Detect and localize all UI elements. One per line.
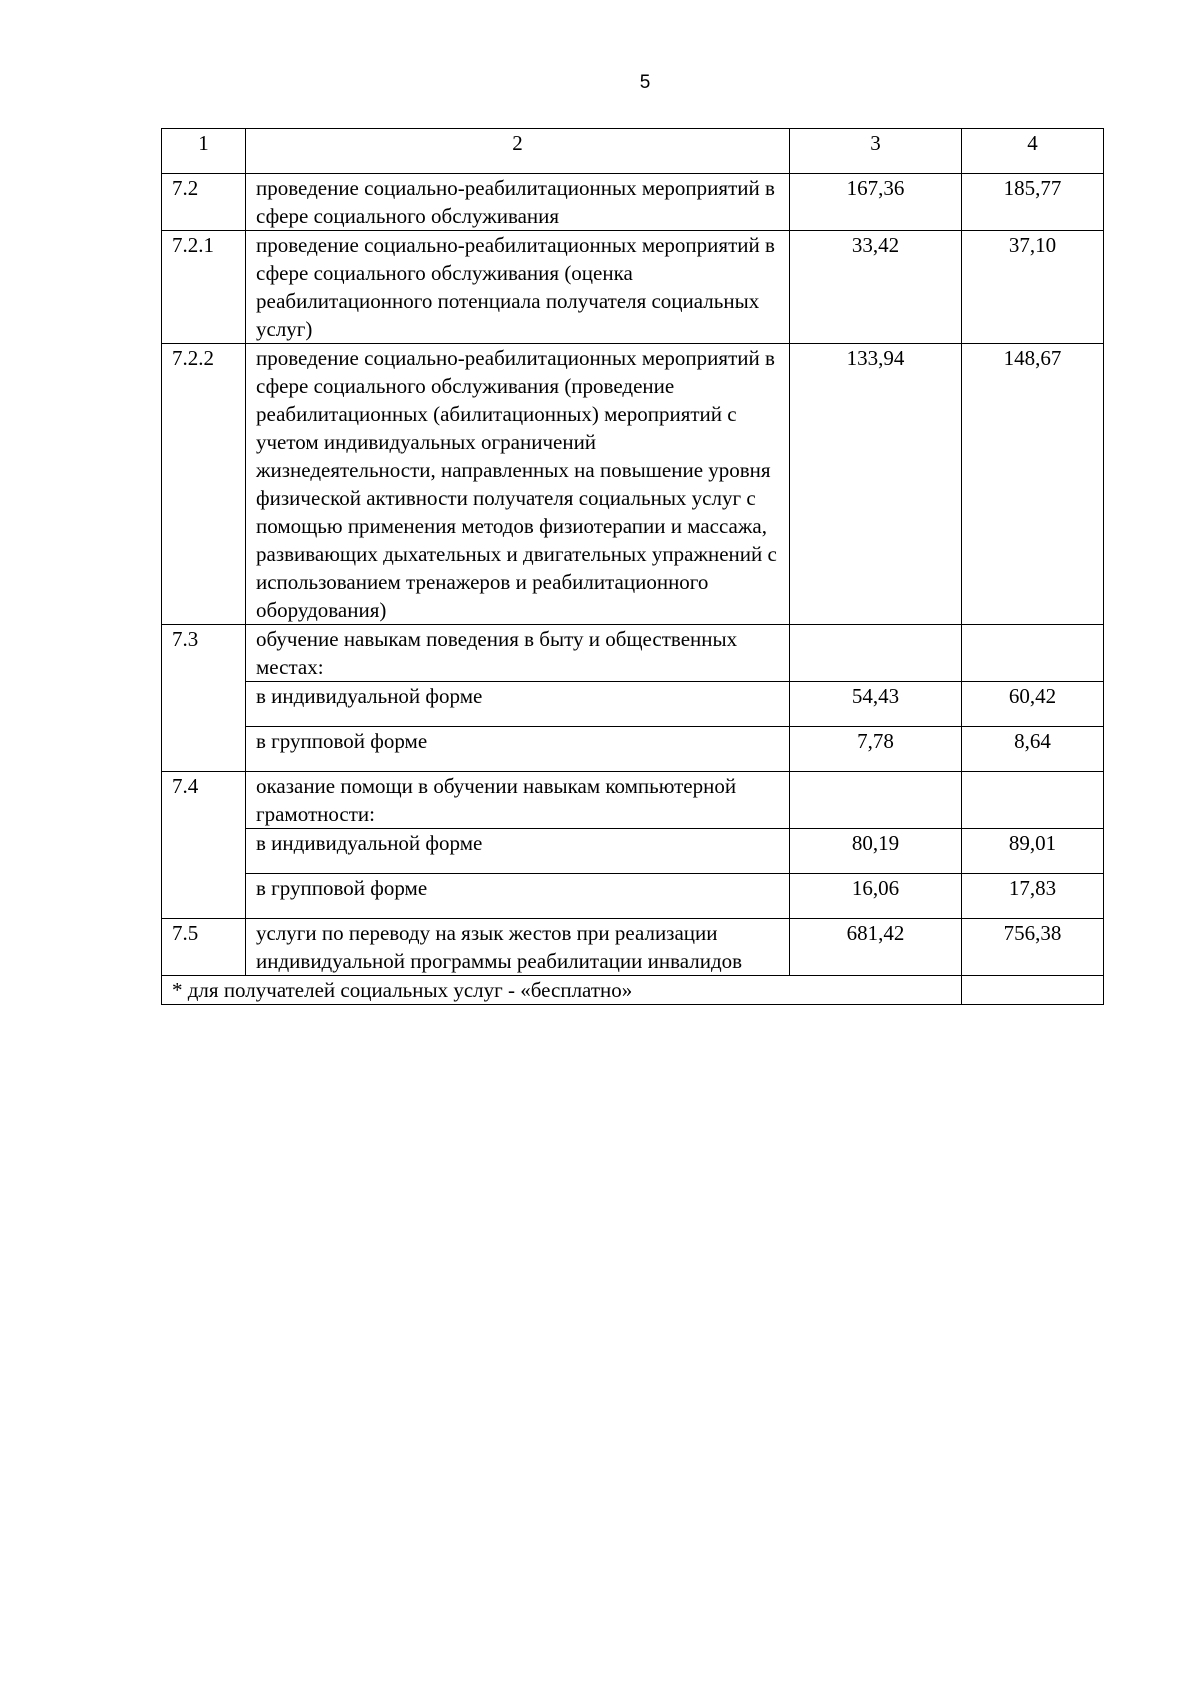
subrow-value-col4: 17,83 (962, 874, 1104, 919)
row-value-col4: 756,38 (962, 919, 1104, 976)
row-value-col3: 33,42 (790, 231, 962, 344)
empty-cell (790, 772, 962, 829)
row-description: проведение социально-реабилитационных мероприятий в сфере социального обслуживания (проведение реабилитационных (абилитационных) мероприятий с учетом индивидуальных ограничений жизнедеятельности, направленных на повышение уровня физической активности получателя социальных услуг с помощью применения методов физиотерапии и массажа, развивающих дыхательных и двигательных упражнений с использованием тренажеров и реабилитационного оборудования) (246, 344, 790, 625)
row-value-col4: 185,77 (962, 174, 1104, 231)
footnote-row (162, 976, 1104, 1005)
row-number: 7.3 (162, 625, 246, 772)
subrow-value-col3: 16,06 (790, 874, 962, 919)
row-number: 7.5 (162, 919, 246, 976)
empty-cell (962, 772, 1104, 829)
row-description: оказание помощи в обучении навыкам компьютерной грамотности: (246, 772, 790, 829)
header-cell-2: 2 (246, 129, 790, 174)
empty-cell (790, 625, 962, 682)
subrow-value-col3: 7,78 (790, 727, 962, 772)
table-row (162, 174, 1104, 231)
subrow-label: в групповой форме (246, 874, 790, 919)
footnote-text: * для получателей социальных услуг - «бесплатно» (162, 976, 962, 1005)
table-subrow (162, 829, 1104, 874)
subrow-value-col3: 80,19 (790, 829, 962, 874)
header-cell-4: 4 (962, 129, 1104, 174)
row-value-col3: 133,94 (790, 344, 962, 625)
table-header-row (162, 129, 1104, 174)
subrow-label: в индивидуальной форме (246, 682, 790, 727)
row-description: проведение социально-реабилитационных мероприятий в сфере социального обслуживания (246, 174, 790, 231)
row-number: 7.2 (162, 174, 246, 231)
subrow-label: в индивидуальной форме (246, 829, 790, 874)
row-description: обучение навыкам поведения в быту и общественных местах: (246, 625, 790, 682)
subrow-value-col4: 89,01 (962, 829, 1104, 874)
table-row (162, 919, 1104, 976)
table-subrow (162, 727, 1104, 772)
page-number: 5 (639, 72, 651, 93)
table-subrow (162, 874, 1104, 919)
header-cell-3: 3 (790, 129, 962, 174)
empty-cell (962, 976, 1104, 1005)
subrow-value-col3: 54,43 (790, 682, 962, 727)
header-cell-1: 1 (162, 129, 246, 174)
row-value-col4: 148,67 (962, 344, 1104, 625)
subrow-label: в групповой форме (246, 727, 790, 772)
table-row (162, 625, 1104, 682)
subrow-value-col4: 8,64 (962, 727, 1104, 772)
row-description: проведение социально-реабилитационных мероприятий в сфере социального обслуживания (оценка реабилитационного потенциала получателя социальных услуг) (246, 231, 790, 344)
row-value-col3: 681,42 (790, 919, 962, 976)
row-number: 7.2.1 (162, 231, 246, 344)
row-value-col4: 37,10 (962, 231, 1104, 344)
row-description: услуги по переводу на язык жестов при реализации индивидуальной программы реабилитации инвалидов (246, 919, 790, 976)
subrow-value-col4: 60,42 (962, 682, 1104, 727)
table-row (162, 344, 1104, 625)
services-price-table (161, 128, 1104, 1005)
row-number: 7.4 (162, 772, 246, 919)
table-row (162, 231, 1104, 344)
empty-cell (962, 625, 1104, 682)
row-number: 7.2.2 (162, 344, 246, 625)
table-row (162, 772, 1104, 829)
row-value-col3: 167,36 (790, 174, 962, 231)
table-subrow (162, 682, 1104, 727)
